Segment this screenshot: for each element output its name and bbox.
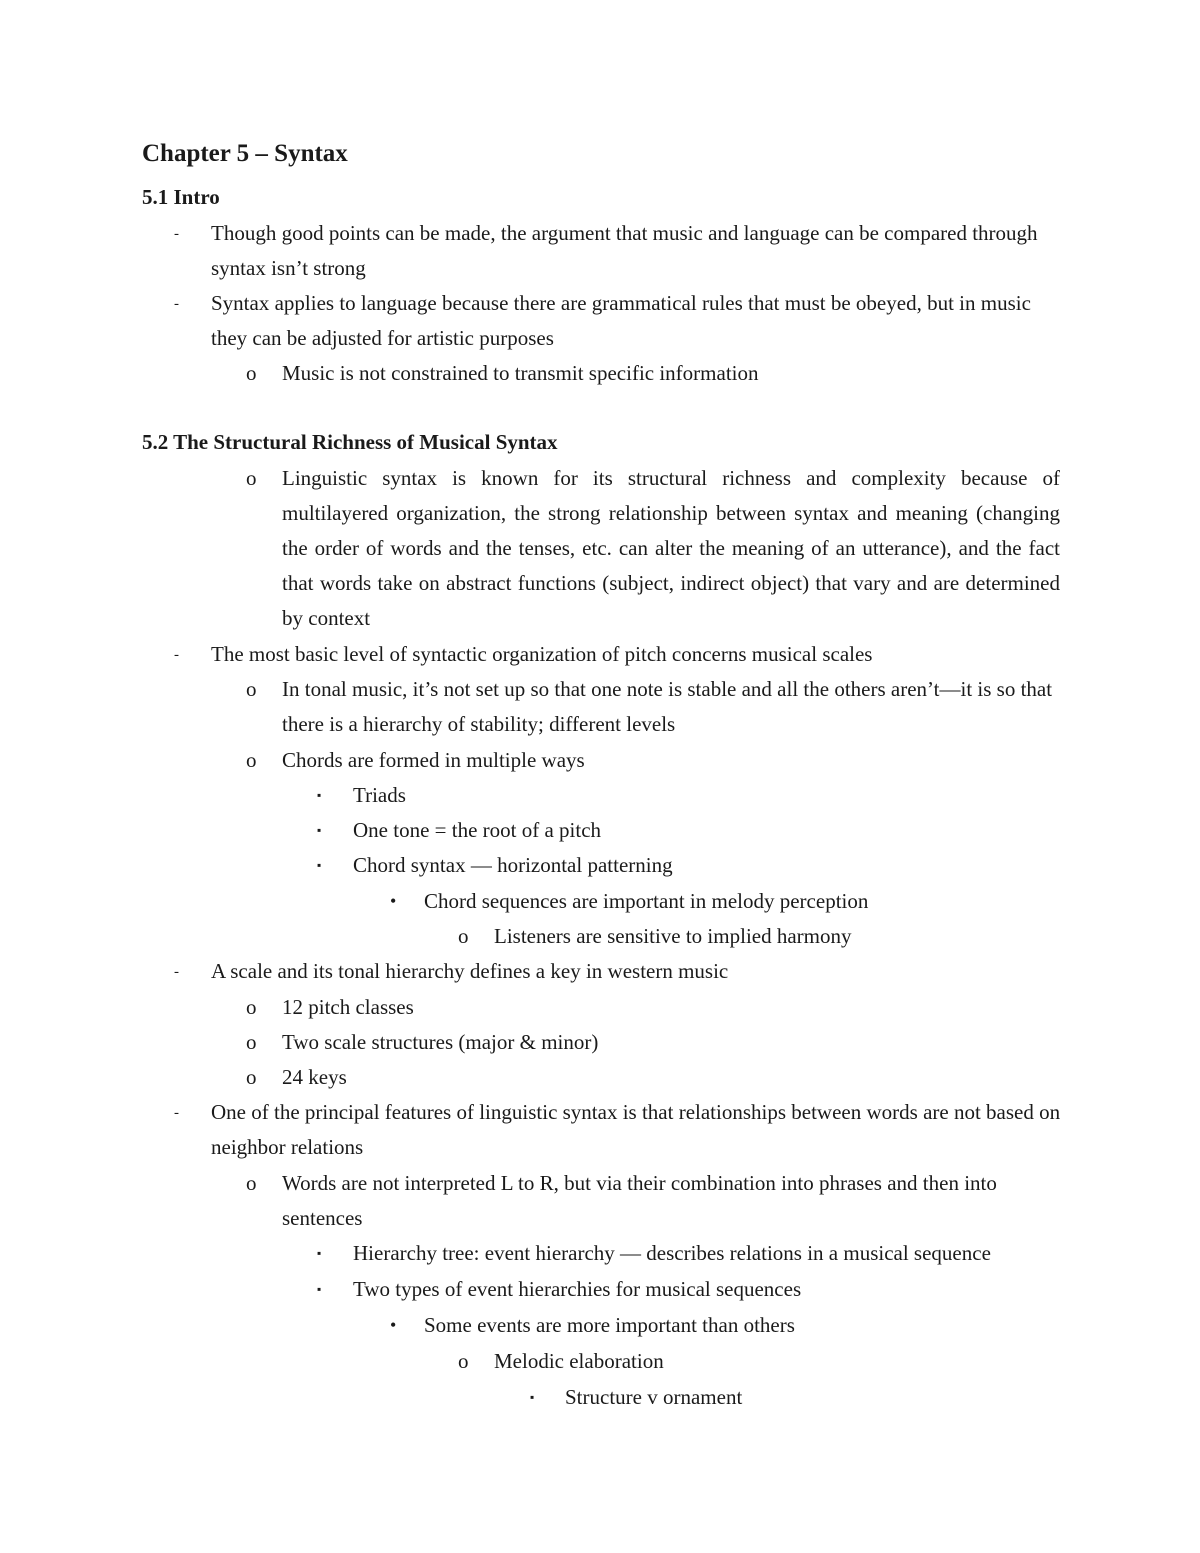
list-item-text: Structure v ornament — [565, 1385, 743, 1409]
list-item-text: Two scale structures (major & minor) — [282, 1030, 599, 1054]
list-item-text: Chords are formed in multiple ways — [282, 748, 585, 772]
list-item-text: One tone = the root of a pitch — [353, 818, 602, 842]
section-heading-intro: 5.1 Intro — [142, 185, 220, 209]
list-marker: ▪ — [317, 1246, 322, 1260]
list-item-text: Chord syntax — horizontal patterning — [353, 853, 673, 877]
list-item-text: Melodic elaboration — [494, 1349, 664, 1373]
list-item-text: The most basic level of syntactic organization of pitch concerns musical scales — [211, 642, 873, 666]
list-item — [353, 848, 1061, 883]
list-item — [282, 461, 1060, 636]
list-item-text: Linguistic syntax is known for its structural richness and complexity because of multilayered organization, the strong relationship between syntax and meaning (changing the order of words and the tenses, etc. can alter the meaning of an utterance), and the fact that words take on abstract functions (subject, indirect object) that vary and are determined by context — [282, 466, 1060, 630]
list-marker: ▪ — [317, 823, 322, 837]
list-item-text: Triads — [353, 783, 406, 807]
list-marker: - — [174, 964, 179, 980]
list-marker: - — [174, 1105, 179, 1121]
list-item-text: A scale and its tonal hierarchy defines a key in western music — [211, 959, 729, 983]
list-item — [282, 743, 1062, 778]
list-item — [282, 356, 1062, 391]
list-item — [424, 884, 1060, 919]
list-marker: o — [246, 1065, 257, 1089]
list-item — [353, 1236, 1065, 1271]
list-item-text: Chord sequences are important in melody perception — [424, 889, 869, 913]
list-item — [282, 990, 1062, 1025]
list-marker: o — [246, 361, 257, 385]
list-item — [494, 1344, 1060, 1379]
list-item — [282, 672, 1062, 742]
section-heading-structural-richness: 5.2 The Structural Richness of Musical Syntax — [142, 430, 558, 454]
list-item — [282, 1025, 1062, 1060]
list-marker: o — [458, 924, 469, 948]
list-item-text: Words are not interpreted L to R, but via their combination into phrases and then into sentences — [282, 1171, 997, 1230]
list-item — [565, 1380, 1060, 1415]
list-marker: o — [458, 1349, 469, 1373]
list-item — [353, 778, 1061, 813]
list-item-text: One of the principal features of linguistic syntax is that relationships between words are not based on neighbor relations — [211, 1100, 1061, 1159]
list-marker: o — [246, 995, 257, 1019]
list-item — [211, 216, 1061, 286]
list-item-text: Two types of event hierarchies for musical sequences — [353, 1277, 802, 1301]
list-item — [211, 1095, 1061, 1165]
list-item — [211, 954, 1061, 989]
list-item — [282, 1166, 1062, 1236]
page-title: Chapter 5 – Syntax — [142, 140, 348, 167]
list-marker: ▪ — [317, 788, 322, 802]
list-item-text: 12 pitch classes — [282, 995, 414, 1019]
list-marker: • — [390, 1315, 397, 1335]
list-item — [353, 1272, 1061, 1307]
list-marker: o — [246, 1171, 257, 1195]
list-marker: - — [174, 296, 179, 312]
list-marker: ▪ — [317, 858, 322, 872]
list-marker: ▪ — [530, 1390, 535, 1404]
list-item — [353, 813, 1061, 848]
list-marker: • — [390, 891, 397, 911]
list-marker: ▪ — [317, 1282, 322, 1296]
list-item-text: Music is not constrained to transmit specific information — [282, 361, 759, 385]
list-marker: o — [246, 466, 257, 490]
list-item-text: Listeners are sensitive to implied harmony — [494, 924, 852, 948]
list-marker: o — [246, 677, 257, 701]
list-item — [494, 919, 1060, 954]
list-item-text: 24 keys — [282, 1065, 347, 1089]
list-item-text: Hierarchy tree: event hierarchy — describes relations in a musical sequence — [353, 1241, 991, 1265]
list-item-text: Syntax applies to language because there are grammatical rules that must be obeyed, but in music they can be adjusted for artistic purposes — [211, 291, 1031, 350]
list-marker: - — [174, 647, 179, 663]
list-item — [211, 286, 1061, 356]
list-item-text: Some events are more important than others — [424, 1313, 795, 1337]
list-item — [282, 1060, 1062, 1095]
list-marker: - — [174, 226, 179, 242]
list-item — [211, 637, 1061, 672]
list-marker: o — [246, 1030, 257, 1054]
list-marker: o — [246, 748, 257, 772]
list-item-text: In tonal music, it’s not set up so that one note is stable and all the others aren’t—it is so that there is a hierarchy of stability; different levels — [282, 677, 1053, 736]
list-item — [424, 1308, 1060, 1343]
list-item-text: Though good points can be made, the argument that music and language can be compared through syntax isn’t strong — [211, 221, 1038, 280]
